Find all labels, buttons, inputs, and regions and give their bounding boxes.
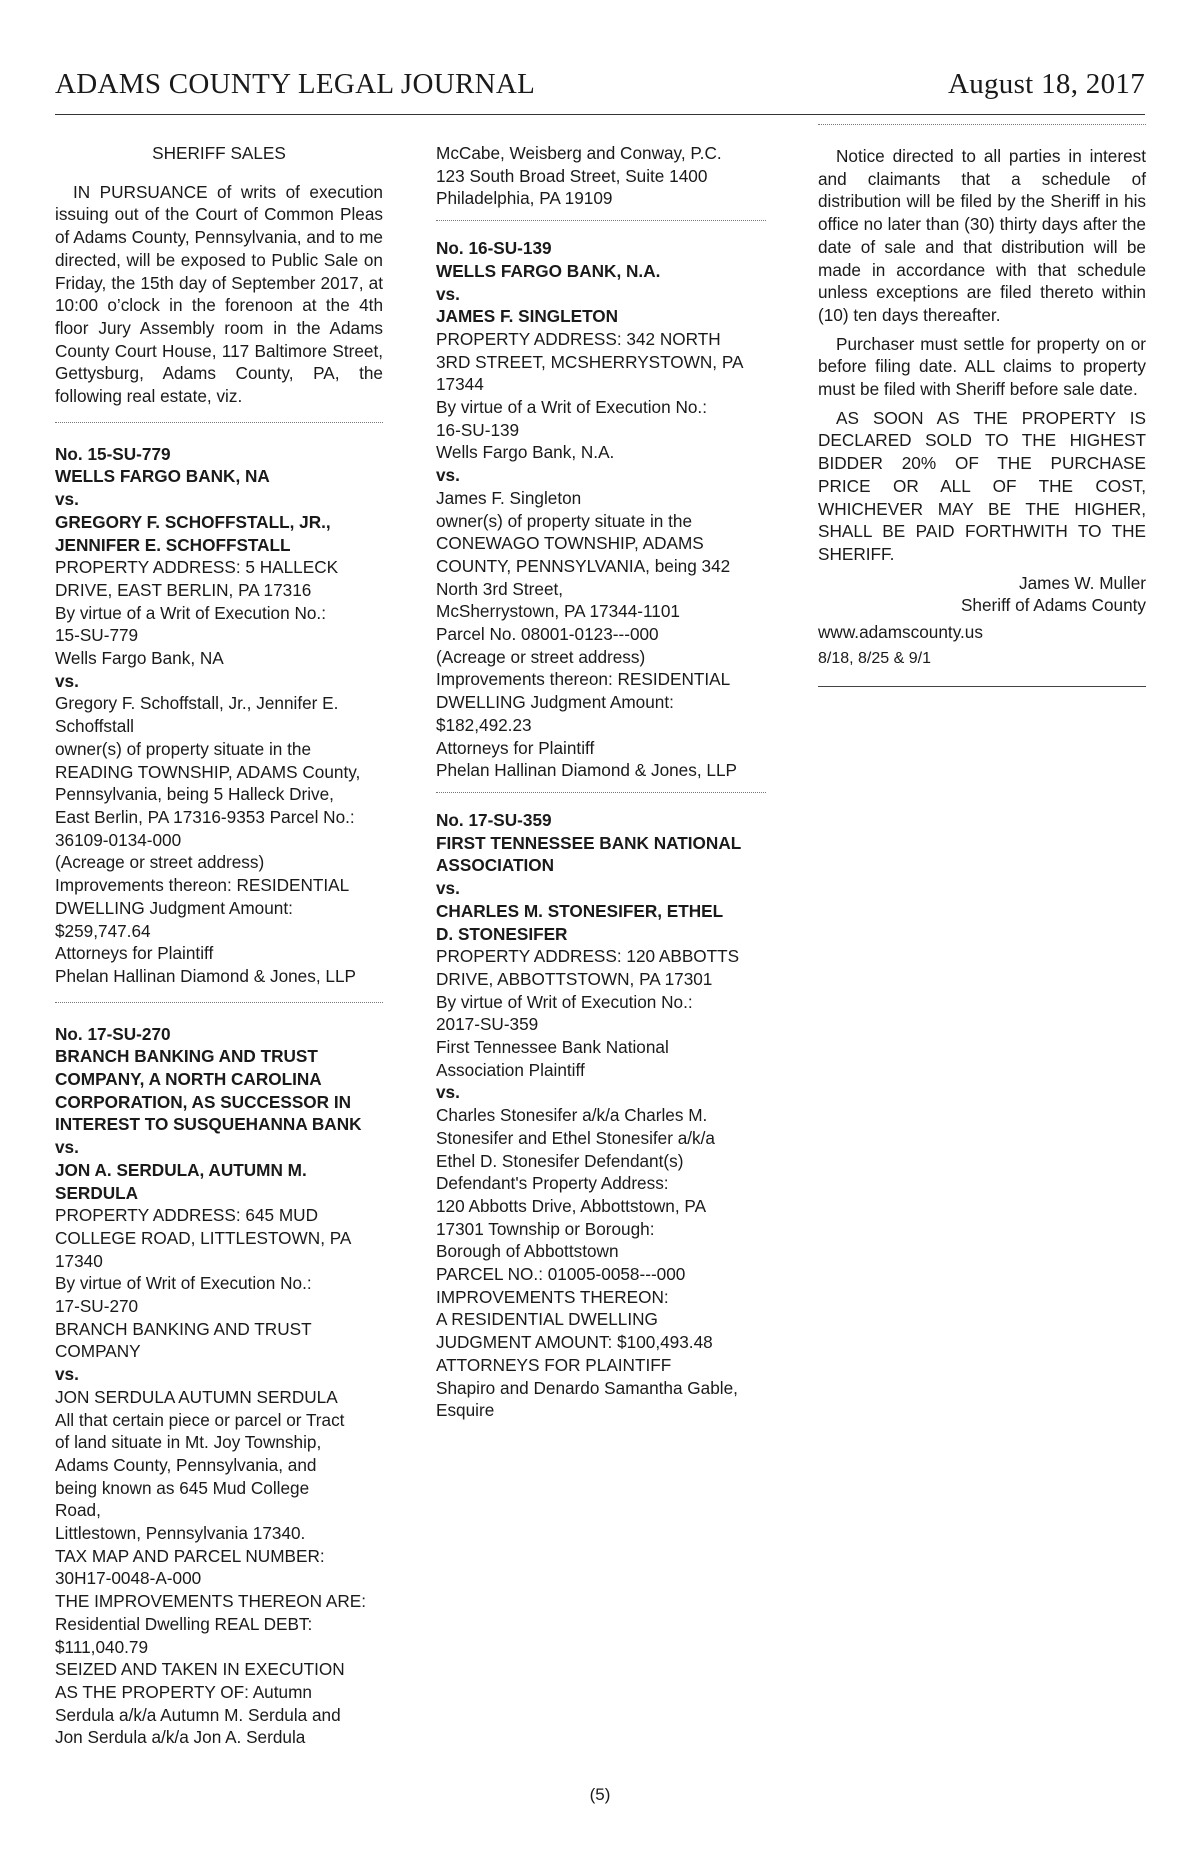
- listing-line: Wells Fargo Bank, NA: [55, 648, 224, 669]
- plaintiff-line: CORPORATION, AS SUCCESSOR IN: [55, 1091, 352, 1112]
- listing-line: 15-SU-779: [55, 625, 139, 646]
- plaintiff-line: INTEREST TO SUSQUEHANNA BANK: [55, 1114, 362, 1135]
- versus: vs.: [55, 670, 79, 691]
- sale-listing-17-su-270: [55, 1023, 383, 1750]
- dotted-divider: [55, 1002, 383, 1003]
- defendant-line: JON A. SERDULA, AUTUMN M.: [55, 1159, 307, 1180]
- listing-line: JUDGMENT AMOUNT: $100,493.48: [436, 1332, 713, 1353]
- listing-line: 120 Abbotts Drive, Abbottstown, PA: [436, 1195, 707, 1216]
- purchaser-notice: Purchaser must settle for property on or before filing date. ALL claims to property must be filed with Sheriff before sale date.: [818, 333, 1146, 400]
- listing-line: COMPANY: [55, 1341, 141, 1362]
- listing-line: SEIZED AND TAKEN IN EXECUTION: [55, 1659, 345, 1680]
- listing-line: COLLEGE ROAD, LITTLESTOWN, PA: [55, 1227, 352, 1248]
- listing-line: $259,747.64: [55, 920, 151, 941]
- sale-listing-15-su-779: [55, 443, 383, 988]
- listing-line: Association Plaintiff: [436, 1059, 585, 1080]
- listing-line: Schoffstall: [55, 716, 134, 737]
- plaintiff: WELLS FARGO BANK, N.A.: [436, 260, 661, 281]
- listing-line: Adams County, Pennsylvania, and: [55, 1454, 317, 1475]
- case-number: No. 17-SU-359: [436, 809, 552, 830]
- versus: vs.: [436, 465, 460, 486]
- versus: vs.: [55, 1137, 79, 1158]
- listing-line: Serdula a/k/a Autumn M. Serdula and: [55, 1704, 341, 1725]
- listing-line: PROPERTY ADDRESS: 342 NORTH: [436, 328, 721, 349]
- listing-line: DWELLING Judgment Amount:: [436, 692, 674, 713]
- listing-line: AS THE PROPERTY OF: Autumn: [55, 1682, 312, 1702]
- column-1: [55, 142, 383, 1749]
- defendant-line: GREGORY F. SCHOFFSTALL, JR.,: [55, 511, 331, 532]
- listing-line: READING TOWNSHIP, ADAMS County,: [55, 761, 361, 782]
- plaintiff-line: FIRST TENNESSEE BANK NATIONAL: [436, 832, 742, 853]
- listing-line: JON SERDULA AUTUMN SERDULA: [55, 1386, 338, 1407]
- listing-line: All that certain piece or parcel or Tract: [55, 1409, 345, 1430]
- listing-line: owner(s) of property situate in the: [55, 738, 312, 759]
- payment-notice: AS SOON AS THE PROPERTY IS DECLARED SOLD TO THE HIGHEST BIDDER 20% OF THE PURCHASE PRICE OR ALL OF THE COST, WHICHEVER MAY BE THE HIGHER, SHALL BE PAID FORTHWITH TO THE SHERIFF.: [818, 407, 1146, 564]
- column-3: [818, 124, 1146, 687]
- listing-line: Parcel No. 08001-0123---000: [436, 624, 659, 645]
- versus: vs.: [436, 1082, 460, 1103]
- listing-line: 3RD STREET, MCSHERRYSTOWN, PA: [436, 351, 744, 372]
- listing-line: Road,: [55, 1500, 101, 1521]
- case-number: No. 16-SU-139: [436, 238, 552, 259]
- dotted-divider: [818, 124, 1146, 125]
- sale-listing-16-su-139: [436, 237, 766, 782]
- case-number: No. 15-SU-779: [55, 443, 171, 464]
- listing-line: owner(s) of property situate in the: [436, 510, 693, 531]
- listing-line: Esquire: [436, 1400, 495, 1421]
- listing-line: A RESIDENTIAL DWELLING: [436, 1309, 658, 1330]
- listing-line: (Acreage or street address): [436, 646, 646, 667]
- listing-line: By virtue of Writ of Execution No.:: [55, 1273, 312, 1294]
- defendant-line: JENNIFER E. SCHOFFSTALL: [55, 534, 291, 555]
- listing-line: East Berlin, PA 17316-9353 Parcel No.:: [55, 806, 355, 827]
- listing-line: PROPERTY ADDRESS: 120 ABBOTTS: [436, 946, 740, 967]
- listing-line: McSherrystown, PA 17344-1101: [436, 601, 680, 622]
- listing-line: Pennsylvania, being 5 Halleck Drive,: [55, 784, 334, 805]
- listing-line: North 3rd Street,: [436, 578, 564, 599]
- listing-line: James F. Singleton: [436, 487, 582, 508]
- defendant-line: CHARLES M. STONESIFER, ETHEL: [436, 900, 724, 921]
- listing-line: Phelan Hallinan Diamond & Jones, LLP: [55, 965, 356, 986]
- listing-line: ATTORNEYS FOR PLAINTIFF: [436, 1354, 672, 1375]
- masthead: [55, 68, 1145, 115]
- listing-line: COUNTY, PENNSYLVANIA, being 342: [436, 555, 731, 576]
- versus: vs.: [55, 1364, 79, 1385]
- listing-line: By virtue of a Writ of Execution No.:: [55, 602, 326, 623]
- listing-line: THE IMPROVEMENTS THEREON ARE:: [55, 1591, 367, 1612]
- listing-line: First Tennessee Bank National: [436, 1037, 669, 1058]
- listing-line: DRIVE, ABBOTTSTOWN, PA 17301: [436, 968, 713, 989]
- column-2: [436, 142, 766, 1422]
- listing-line: Attorneys for Plaintiff: [55, 943, 214, 964]
- listing-line: 17344: [436, 374, 484, 395]
- listing-line: 17301 Township or Borough:: [436, 1218, 655, 1239]
- listing-line: $111,040.79: [55, 1636, 149, 1657]
- journal-title: ADAMS COUNTY LEGAL JOURNAL: [55, 68, 536, 100]
- page-number: (5): [589, 1785, 611, 1804]
- listing-line: IMPROVEMENTS THEREON:: [436, 1286, 669, 1307]
- dotted-divider: [436, 792, 766, 793]
- intro-paragraph: IN PURSUANCE of writs of execution issuing out of the Court of Common Pleas of Adams County, Pennsylvania, and to me directed, will be exposed to Public Sale on Friday, the 15th day of September 2017, at 10:00 o’clock in the forenoon at the 4th floor Jury Assembly room in the Adams County Court House, 117 Baltimore Street, Gettysburg, Adams County, PA, the following real estate, viz.: [55, 181, 383, 407]
- listing-line: being known as 645 Mud College: [55, 1477, 310, 1498]
- plaintiff: WELLS FARGO BANK, NA: [55, 466, 270, 487]
- listing-line: Stonesifer and Ethel Stonesifer a/k/a: [436, 1127, 715, 1148]
- listing-line: Shapiro and Denardo Samantha Gable,: [436, 1377, 738, 1398]
- listing-line: Charles Stonesifer a/k/a Charles M.: [436, 1105, 708, 1126]
- listing-line: 36109-0134-000: [55, 829, 182, 850]
- listing-line: McCabe, Weisberg and Conway, P.C.: [436, 143, 722, 163]
- listing-line: PROPERTY ADDRESS: 645 MUD: [55, 1205, 318, 1226]
- listing-line: Residential Dwelling REAL DEBT:: [55, 1613, 313, 1634]
- dotted-divider: [55, 422, 383, 423]
- county-website-link[interactable]: www.adamscounty.us: [818, 622, 983, 643]
- listing-line: 17340: [55, 1250, 103, 1271]
- listing-line: 17-SU-270: [55, 1296, 139, 1317]
- listing-line: DRIVE, EAST BERLIN, PA 17316: [55, 579, 312, 600]
- sale-listing-17-su-359: [436, 809, 766, 1422]
- plaintiff-line: ASSOCIATION: [436, 855, 555, 876]
- versus: vs.: [436, 878, 460, 899]
- listing-line: Wells Fargo Bank, N.A.: [436, 442, 615, 463]
- listing-line: (Acreage or street address): [55, 852, 265, 873]
- listing-line: PARCEL NO.: 01005-0058---000: [436, 1264, 686, 1285]
- listing-line: Littlestown, Pennsylvania 17340.: [55, 1523, 306, 1544]
- column-end-rule: [818, 686, 1146, 687]
- listing-line: Philadelphia, PA 19109: [436, 188, 613, 209]
- versus: vs.: [436, 283, 460, 304]
- listing-line: 16-SU-139: [436, 419, 520, 440]
- listing-line: Attorneys for Plaintiff: [436, 737, 595, 758]
- listing-line: BRANCH BANKING AND TRUST: [55, 1318, 312, 1339]
- section-heading: SHERIFF SALES: [152, 143, 286, 163]
- listing-line: 30H17-0048-A-000: [55, 1568, 202, 1589]
- attorney-address: [436, 142, 766, 210]
- listing-line: Defendant's Property Address:: [436, 1173, 669, 1194]
- listing-line: TAX MAP AND PARCEL NUMBER:: [55, 1545, 325, 1566]
- defendant-line: SERDULA: [55, 1182, 139, 1203]
- sheriff-title: Sheriff of Adams County: [960, 595, 1146, 616]
- listing-line: By virtue of Writ of Execution No.:: [436, 991, 693, 1012]
- versus: vs.: [55, 489, 79, 510]
- defendant: JAMES F. SINGLETON: [436, 306, 619, 327]
- listing-line: $182,492.23: [436, 714, 532, 735]
- plaintiff-line: COMPANY, A NORTH CAROLINA: [55, 1069, 322, 1090]
- listing-line: Gregory F. Schoffstall, Jr., Jennifer E.: [55, 693, 339, 714]
- distribution-notice: Notice directed to all parties in interest and claimants that a schedule of distribution will be filed by the Sheriff in his office no later than (30) thirty days after the date of sale and that distribution will be made in accordance with that schedule unless exceptions are filed thereto within (10) ten days thereafter.: [818, 146, 1146, 325]
- defendant-line: D. STONESIFER: [436, 923, 568, 944]
- listing-line: PROPERTY ADDRESS: 5 HALLECK: [55, 557, 339, 578]
- listing-line: Phelan Hallinan Diamond & Jones, LLP: [436, 760, 737, 781]
- listing-line: Jon Serdula a/k/a Jon A. Serdula: [55, 1727, 306, 1748]
- listing-line: DWELLING Judgment Amount:: [55, 897, 293, 918]
- plaintiff-line: BRANCH BANKING AND TRUST: [55, 1046, 318, 1067]
- listing-line: Borough of Abbottstown: [436, 1241, 619, 1262]
- listing-line: 123 South Broad Street, Suite 1400: [436, 165, 708, 186]
- listing-line: Ethel D. Stonesifer Defendant(s): [436, 1150, 684, 1171]
- sheriff-name: James W. Muller: [1018, 572, 1146, 593]
- listing-line: Improvements thereon: RESIDENTIAL: [436, 669, 731, 690]
- listing-line: CONEWAGO TOWNSHIP, ADAMS: [436, 533, 704, 554]
- listing-line: By virtue of a Writ of Execution No.:: [436, 397, 707, 418]
- publication-dates: 8/18, 8/25 & 9/1: [818, 649, 931, 667]
- listing-line: 2017-SU-359: [436, 1014, 539, 1035]
- dotted-divider: [436, 220, 766, 221]
- listing-line: Improvements thereon: RESIDENTIAL: [55, 875, 350, 896]
- case-number: No. 17-SU-270: [55, 1023, 171, 1044]
- issue-date: August 18, 2017: [947, 68, 1145, 100]
- listing-line: of land situate in Mt. Joy Township,: [55, 1432, 322, 1453]
